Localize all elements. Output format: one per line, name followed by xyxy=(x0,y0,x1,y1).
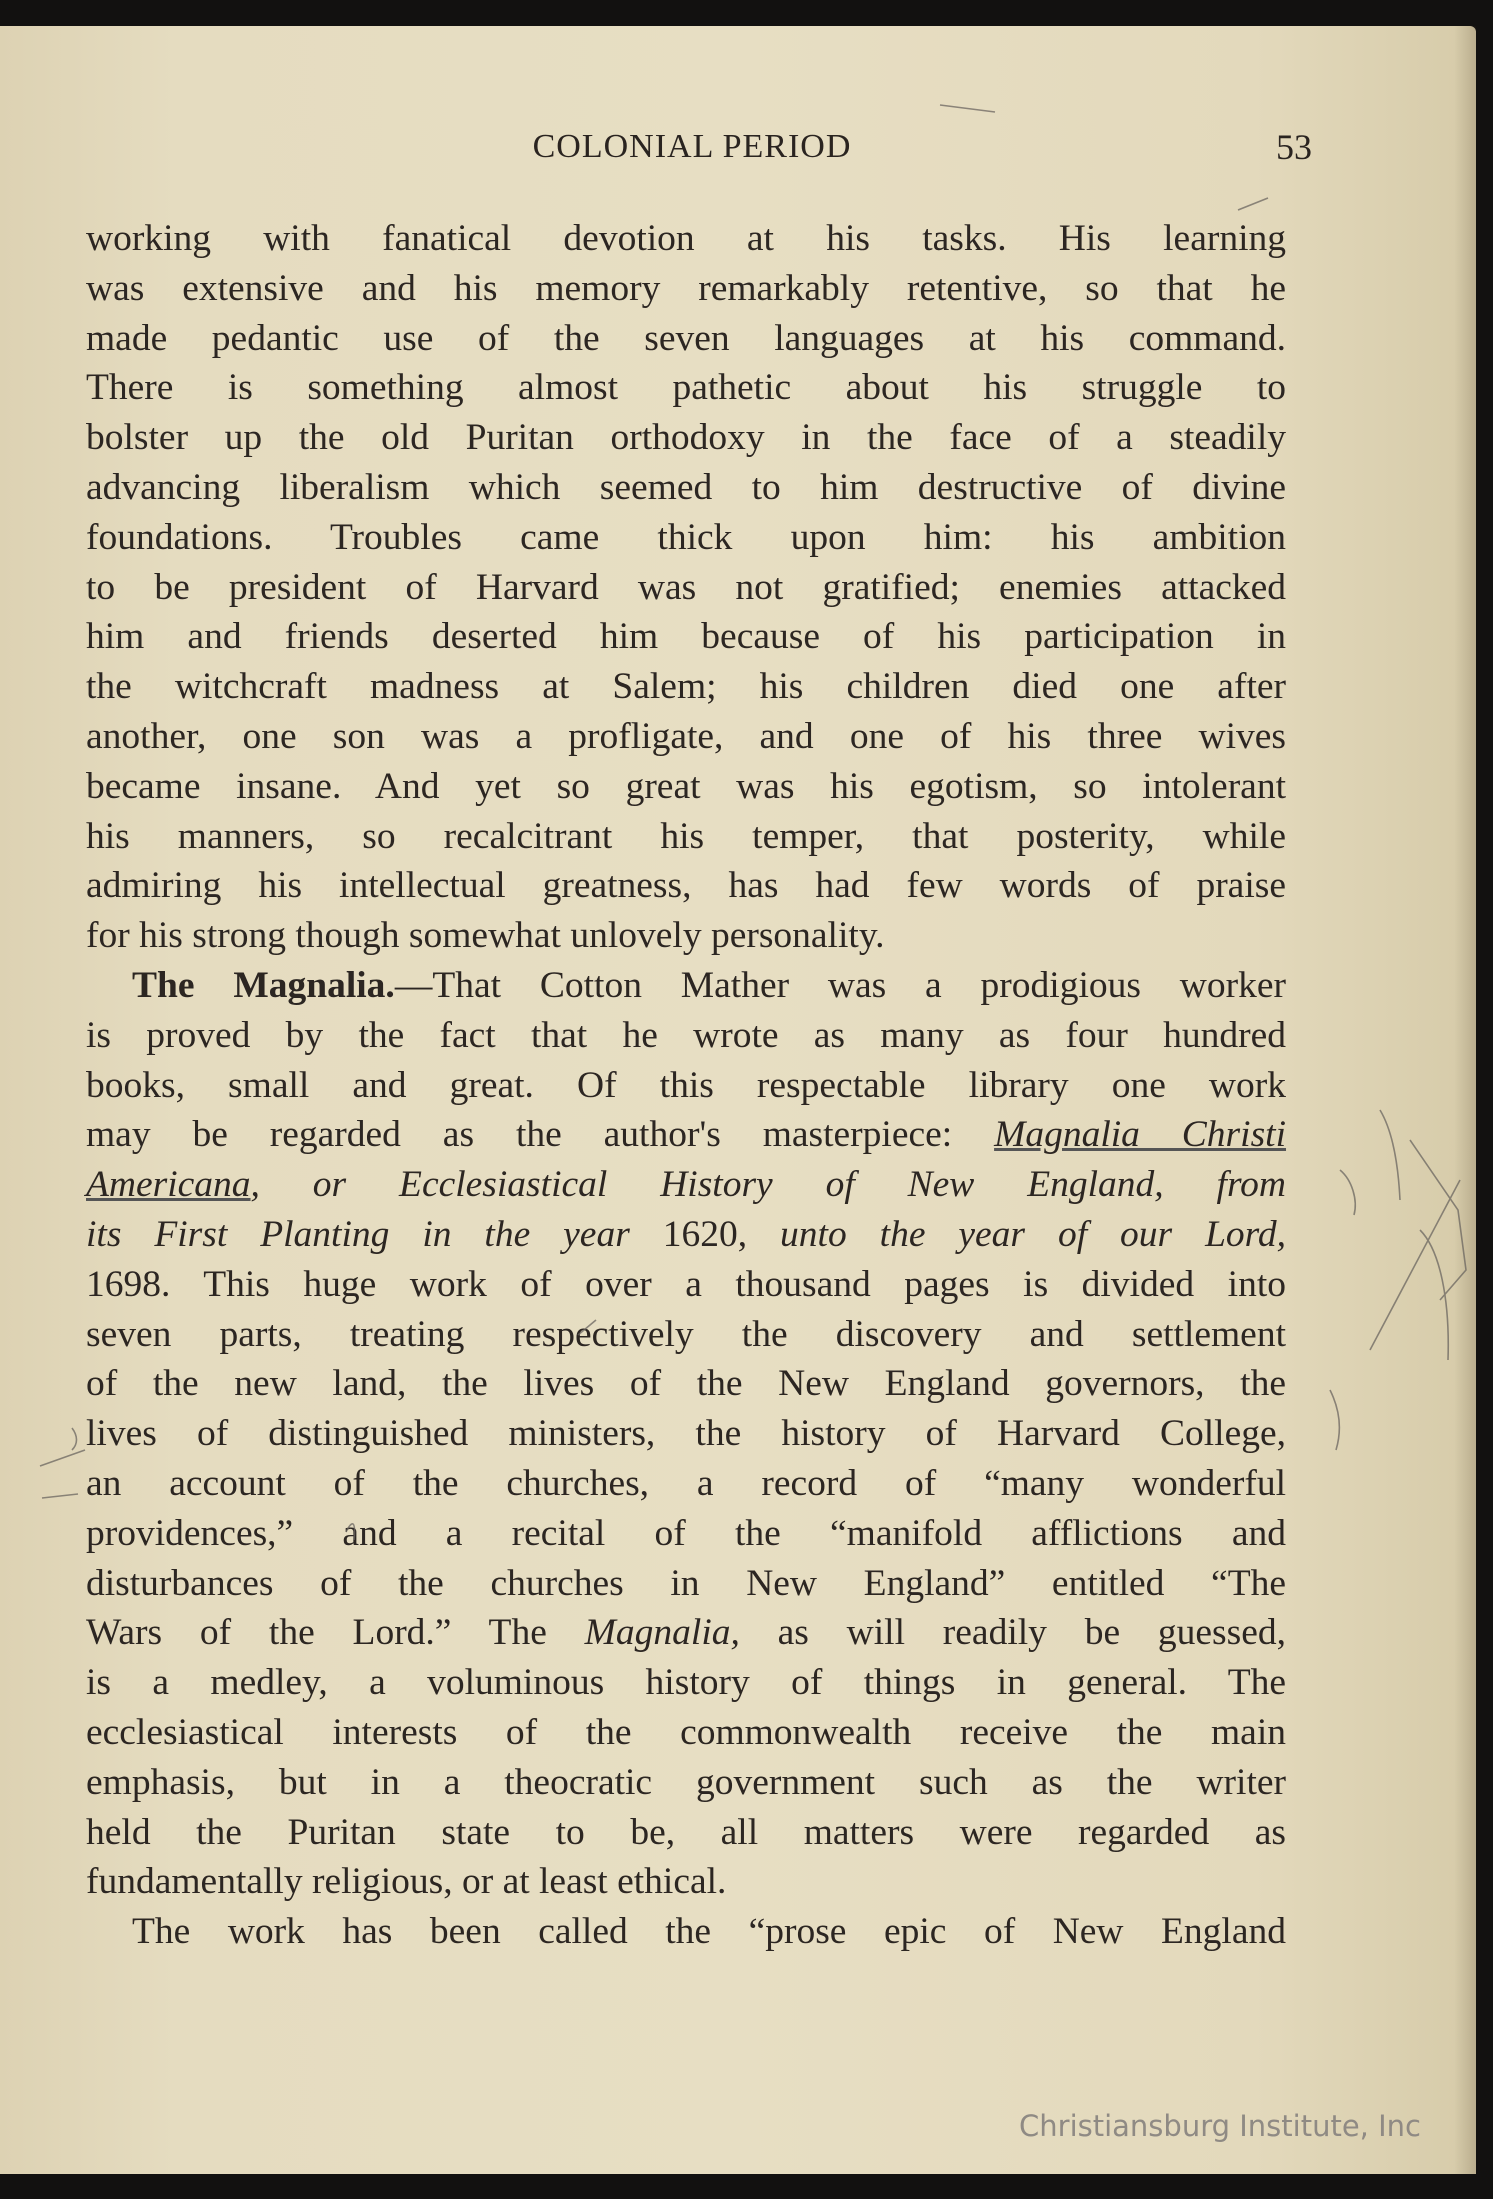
text-line: ecclesiastical interests of the commonwealth receive the main xyxy=(86,1711,1286,1753)
book-title: Magnalia, xyxy=(584,1612,740,1654)
text-line: The work has been called the “prose epic of New England xyxy=(132,1911,1286,1953)
text-line: held the Puritan state to be, all matters were regarded as xyxy=(86,1811,1286,1853)
section-heading: The Magnalia. xyxy=(132,964,395,1006)
text-line: to be president of Harvard was not gratified; enemies attacked xyxy=(86,566,1286,608)
text-line: disturbances of the churches in New England” entitled “The xyxy=(86,1562,1286,1604)
text-line: foundations. Troubles came thick upon him: his ambition xyxy=(86,516,1286,558)
book-title: its First Planting in the year xyxy=(86,1213,630,1255)
page-header xyxy=(92,98,1312,167)
text-line: books, small and great. Of this respectable library one work xyxy=(86,1064,1286,1106)
book-title: Magnalia Christi xyxy=(994,1114,1287,1156)
text-line: admiring his intellectual greatness, has had few words of praise xyxy=(86,865,1286,907)
book-title: , or Ecclesiastical History of New England, from xyxy=(250,1164,1286,1206)
text-line: may be regarded as the author's masterpiece: Magnalia Christi xyxy=(86,1114,1287,1156)
book-title: unto the year of our Lord, xyxy=(780,1213,1287,1255)
text-line xyxy=(86,1160,1286,1210)
text-line: providences,” and a recital of the “manifold afflictions and xyxy=(86,1512,1286,1554)
text-line: There is something almost pathetic about his struggle to xyxy=(86,367,1286,409)
text-line: is a medley, a voluminous history of things in general. The xyxy=(86,1662,1286,1704)
text-line: emphasis, but in a theocratic government such as the writer xyxy=(86,1761,1286,1803)
text-line: seven parts, treating respectively the discovery and settlement xyxy=(86,1313,1286,1355)
watermark: Christiansburg Institute, Inc xyxy=(1019,2109,1421,2143)
text-line: 1698. This huge work of over a thousand pages is divided into xyxy=(86,1263,1286,1305)
paragraph-3 xyxy=(86,1907,1286,1957)
text-line: Wars of the Lord.” The Magnalia, as will readily be guessed, xyxy=(86,1612,1286,1654)
text-line: of the new land, the lives of the New England governors, the xyxy=(86,1363,1286,1405)
text-line: made pedantic use of the seven languages at his command. xyxy=(86,317,1286,359)
text-line: another, one son was a profligate, and one of his three wives xyxy=(86,715,1286,757)
page-number: 53 xyxy=(1276,127,1312,167)
text-line: The Magnalia.—That Cotton Mather was a prodigious worker xyxy=(132,964,1286,1006)
text-line: him and friends deserted him because of his participation in xyxy=(86,616,1286,658)
text-line: an account of the churches, a record of “many wonderful xyxy=(86,1462,1286,1504)
running-head: COLONIAL PERIOD xyxy=(532,128,852,165)
text-line: fundamentally religious, or at least ethical. xyxy=(86,1861,727,1903)
text-line: the witchcraft madness at Salem; his children died one after xyxy=(86,666,1286,708)
text-line: advancing liberalism which seemed to him destructive of divine xyxy=(86,466,1286,508)
text-line: lives of distinguished ministers, the history of Harvard College, xyxy=(86,1413,1286,1455)
text-line: was extensive and his memory remarkably retentive, so that he xyxy=(86,267,1286,309)
paragraph-1 xyxy=(86,214,1286,961)
body-text xyxy=(86,214,1286,1957)
text-line: bolster up the old Puritan orthodoxy in the face of a steadily xyxy=(86,417,1286,459)
text-line: his manners, so recalcitrant his temper, that posterity, while xyxy=(86,815,1286,857)
text-line: working with fanatical devotion at his tasks. His learning xyxy=(86,218,1286,259)
book-title: Americana xyxy=(86,1164,251,1206)
text-line: for his strong though somewhat unlovely personality. xyxy=(86,915,885,957)
text-line: its First Planting in the year 1620, unto the year of our Lord, xyxy=(86,1213,1287,1255)
text-line: is proved by the fact that he wrote as many as four hundred xyxy=(86,1014,1286,1056)
paragraph-2 xyxy=(86,961,1286,1907)
text-line: became insane. And yet so great was his egotism, so intolerant xyxy=(86,765,1286,807)
